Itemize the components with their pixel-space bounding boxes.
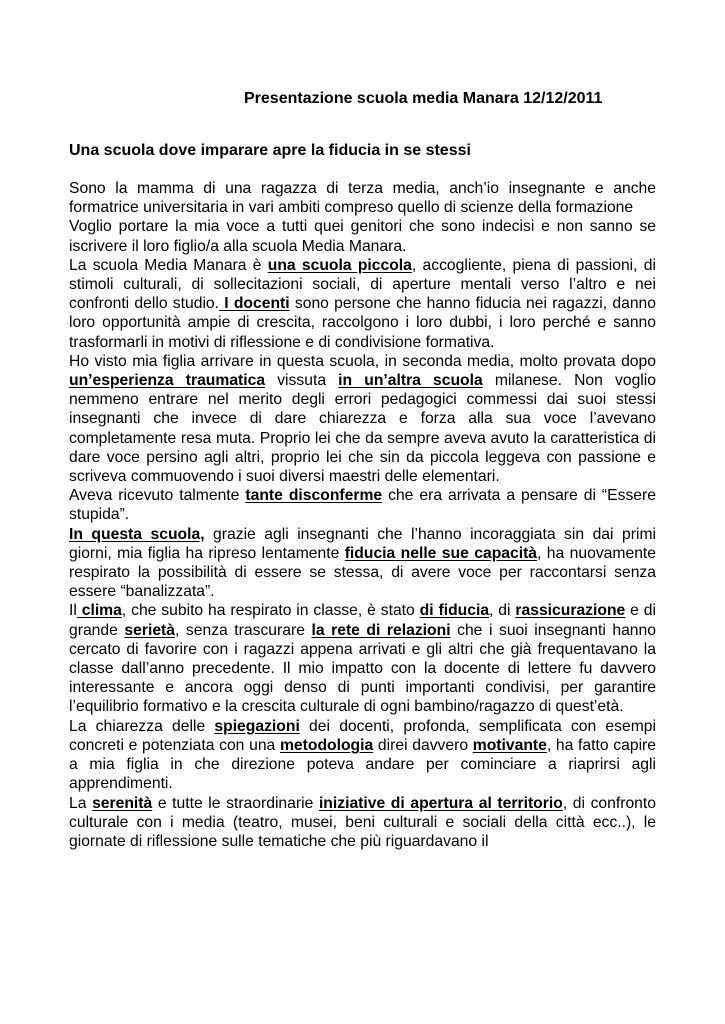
paragraph-school — [69, 256, 656, 352]
keyword-highlight: tante disconferme — [245, 487, 383, 505]
text-span: , senza trascurare — [175, 621, 312, 639]
keyword-highlight: clima — [76, 602, 122, 620]
keyword-highlight: fiducia nelle sue capacità — [344, 544, 538, 562]
paragraph-serenity — [69, 794, 656, 852]
keyword-highlight: spiegazioni — [214, 717, 300, 735]
paragraph-intro: Sono la mamma di una ragazza di terza media, anch’io insegnante e anche formatrice universitaria in vari ambiti compreso quello di scienze della formazione — [69, 180, 656, 217]
text-span: La — [69, 794, 93, 812]
keyword-highlight: iniziative di apertura al territorio — [318, 794, 563, 812]
keyword-highlight: metodologia — [279, 736, 374, 754]
text-span: , ha fatto capire a mia figlia in che direzione poteva andare per cominciare a riaprirsi agli apprendimenti. — [69, 736, 657, 793]
text-span: Aveva ricevuto talmente — [69, 487, 246, 505]
keyword-highlight: serenità — [92, 794, 153, 812]
text-span: dei docenti, profonda, semplificata con esempi concreti e potenziata con una — [69, 717, 656, 754]
keyword-highlight: rassicurazione — [515, 602, 626, 620]
text-span: , di confronto culturale con i media (teatro, musei, beni culturali e sociali della città ecc..), le giornate di riflessione sulle tematiche che più riguardavano il — [69, 794, 656, 850]
text-span: direi davvero — [373, 736, 473, 754]
text-span: che i suoi insegnanti hanno cercato di favorire con i ragazzi appena arrivati e gli altri che già frequentavano la classe dall’anno precedente. Il mio impatto con la docente di lettere fu davvero interessante e ancora oggi denso di punti importanti condivisi, per garantire l’equilibrio formativo e la crescita culturale di ogni bambino/ragazzo di quest’età. — [69, 621, 656, 716]
text-span: , accogliente, piena di passioni, di stimoli culturali, di sollecitazioni sociali, di aperture mentali verso l’altro e nei confronti dello studio. — [69, 256, 656, 313]
text-span: e tutte le straordinarie — [152, 794, 319, 812]
document-body — [69, 179, 656, 851]
paragraph-clarity — [69, 717, 656, 794]
page-title: Presentazione scuola media Manara 12/12/2011 — [244, 90, 603, 107]
keyword-highlight: di fiducia — [419, 602, 490, 620]
page-subtitle: Una scuola dove imparare apre la fiducia in se stessi — [69, 142, 471, 159]
text-span: Il — [69, 602, 77, 620]
keyword-highlight: in un’altra scuola — [338, 372, 483, 390]
keyword-highlight: motivante — [472, 736, 547, 754]
paragraph-climate — [69, 601, 656, 716]
keyword-highlight: In questa scuola, — [69, 525, 205, 543]
keyword-highlight: un’esperienza traumatica — [69, 372, 266, 390]
paragraph-disconfirm — [69, 486, 656, 524]
paragraph-arrival — [69, 352, 656, 486]
text-span: La scuola Media Manara è — [69, 256, 268, 274]
keyword-highlight: una scuola piccola — [267, 256, 412, 274]
text-span: , di — [489, 602, 516, 620]
keyword-highlight: la rete di relazioni — [311, 621, 451, 639]
text-span: milanese. Non voglio nemmeno entrare nel merito degli errori pedagogici commessi dai suoi stessi insegnanti che invece di dare chiarezza e forza alla sua voce l’avevano completamente resa muta. Proprio lei che da sempre aveva avuto la caratteristica di dare voce persino agli altri, proprio lei che sin da piccola leggeva con passione e scriveva commuovendo i suoi diversi maestri delle elementari. — [69, 372, 656, 486]
text-span: e di grande — [69, 602, 656, 639]
text-span: grazie agli insegnanti che l’hanno incoraggiata sin dai primi giorni, mia figlia ha ripreso lentamente — [69, 525, 657, 562]
keyword-highlight: serietà — [124, 621, 175, 639]
text-span: sono persone che hanno fiducia nei ragazzi, danno loro opportunità ampie di crescita, raccolgono i loro dubbi, i loro perché e sanno trasformarli in motivi di riflessione e di condivisione formativa. — [69, 295, 657, 351]
keyword-highlight: I docenti — [219, 295, 290, 313]
text-span: Ho visto mia figlia arrivare in questa scuola, in seconda media, molto provata dopo — [69, 352, 656, 370]
paragraph-this-school — [69, 525, 656, 602]
text-span: , ha nuovamente respirato la possibilità di essere se stessa, di avere voce per raccontarsi senza essere “banalizzata”. — [69, 544, 657, 601]
text-span: vissuta — [265, 372, 339, 390]
text-span: , che subito ha respirato in classe, è stato — [121, 602, 420, 620]
text-span: La chiarezza delle — [69, 717, 215, 735]
paragraph-purpose: Voglio portare la mia voce a tutti quei genitori che sono indecisi e non sanno se iscrivere il loro figlio/a alla scuola Media Manara. — [69, 218, 656, 255]
text-span: che era arrivata a pensare di “Essere stupida”. — [69, 487, 656, 524]
